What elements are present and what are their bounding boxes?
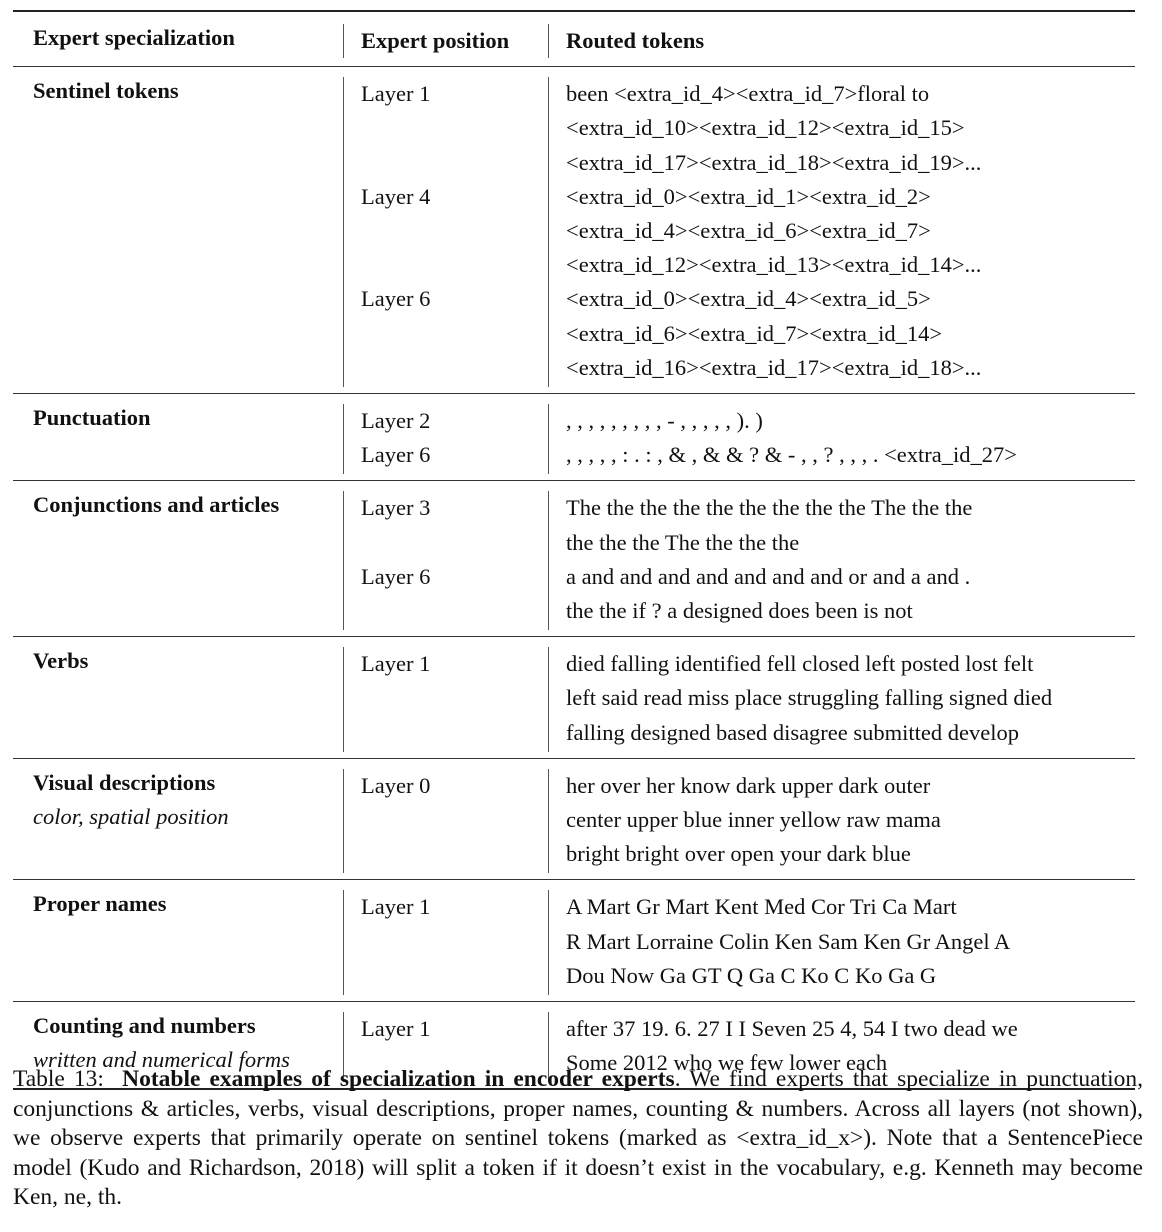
expert-position-cell <box>343 77 548 387</box>
expert-position-cell <box>343 890 548 995</box>
routed-token-line: died falling identified fell closed left posted lost felt <box>566 651 1034 677</box>
table-group-row <box>13 880 1135 1001</box>
layer-spacer <box>361 146 548 180</box>
routed-token-line: R Mart Lorraine Colin Ken Sam Ken Gr Angel A <box>566 928 1011 954</box>
header-expert-specialization: Expert specialization <box>33 25 235 50</box>
routed-token-line: , , , , , : . : , & , & & ? & - , , ? , , , . <extra_id_27> <box>566 442 1017 468</box>
routed-token-line: <extra_id_4><extra_id_6><extra_id_7> <box>566 218 931 244</box>
expert-position-cell <box>343 647 548 752</box>
expert-layer-label: Layer 1 <box>361 81 431 107</box>
routed-token-line: falling designed based disagree submitted develop <box>566 719 1019 745</box>
routed-token-line: center upper blue inner yellow raw mama <box>566 807 941 833</box>
routed-token-line: <extra_id_10><extra_id_12><extra_id_15> <box>566 115 965 141</box>
caption-label: Table 13: <box>13 1066 104 1092</box>
routed-token-line: <extra_id_6><extra_id_7><extra_id_14> <box>566 320 943 346</box>
table-group-row <box>13 637 1135 758</box>
specialization-cell <box>13 766 343 874</box>
layer-spacer <box>361 959 548 993</box>
specialization-subtitle: color, spatial position <box>33 804 229 830</box>
layer-spacer <box>361 803 548 837</box>
expert-layer-label: Layer 1 <box>361 894 431 920</box>
specialization-name: Conjunctions and articles <box>33 492 280 518</box>
table-group-row <box>13 759 1135 880</box>
expert-layer-label: Layer 1 <box>361 1016 431 1042</box>
routed-token-line: Dou Now Ga GT Q Ga C Ko C Ko Ga G <box>566 962 937 988</box>
routed-token-line: <extra_id_0><extra_id_4><extra_id_5> <box>566 286 931 312</box>
caption-title: Notable examples of specialization in encoder experts <box>122 1066 675 1092</box>
table-caption <box>13 1065 1143 1213</box>
expert-position-cell <box>343 491 548 630</box>
routed-token-line: <extra_id_12><extra_id_13><extra_id_14>... <box>566 252 982 278</box>
header-routed-tokens: Routed tokens <box>548 24 1135 58</box>
routed-tokens-cell <box>548 769 1135 874</box>
routed-tokens-cell <box>548 647 1135 752</box>
table-group-row <box>13 67 1135 393</box>
specialization-name: Sentinel tokens <box>33 78 179 104</box>
table-group-row <box>13 481 1135 636</box>
routed-token-line: the the if ? a designed does been is not <box>566 598 913 624</box>
layer-spacer <box>361 716 548 750</box>
specialization-name: Visual descriptions <box>33 769 216 795</box>
layer-spacer <box>361 317 548 351</box>
layer-spacer <box>361 248 548 282</box>
specialization-table <box>13 10 1135 1090</box>
specialization-subtitle: written and numerical forms <box>33 1047 290 1073</box>
routed-tokens-cell <box>548 890 1135 995</box>
routed-token-line: A Mart Gr Mart Kent Med Cor Tri Ca Mart <box>566 894 957 920</box>
layer-spacer <box>361 594 548 628</box>
routed-token-line: her over her know dark upper dark outer <box>566 772 931 798</box>
layer-spacer <box>361 925 548 959</box>
routed-token-line: The the the the the the the the the The the the <box>566 495 973 521</box>
specialization-cell <box>13 488 343 630</box>
table-group-row <box>13 394 1135 480</box>
specialization-cell <box>13 887 343 995</box>
header-expert-position: Expert position <box>343 24 548 58</box>
routed-tokens-cell <box>548 404 1135 474</box>
routed-token-line: <extra_id_16><extra_id_17><extra_id_18>... <box>566 354 982 380</box>
expert-layer-label: Layer 6 <box>361 442 431 468</box>
layer-spacer <box>361 214 548 248</box>
routed-token-line: <extra_id_17><extra_id_18><extra_id_19>... <box>566 149 982 175</box>
expert-layer-label: Layer 2 <box>361 408 431 434</box>
layer-spacer <box>361 681 548 715</box>
expert-position-cell <box>343 769 548 874</box>
expert-position-cell <box>343 404 548 474</box>
specialization-cell <box>13 74 343 387</box>
layer-spacer <box>361 837 548 871</box>
layer-spacer <box>361 526 548 560</box>
expert-layer-label: Layer 4 <box>361 183 431 209</box>
routed-token-line: a and and and and and and and or and a and . <box>566 563 971 589</box>
expert-layer-label: Layer 3 <box>361 495 431 521</box>
expert-layer-label: Layer 6 <box>361 563 431 589</box>
routed-token-line: after 37 19. 6. 27 I I Seven 25 4, 54 I two dead we <box>566 1016 1018 1042</box>
specialization-name: Punctuation <box>33 405 151 431</box>
layer-spacer <box>361 351 548 385</box>
routed-token-line: , , , , , , , , , - , , , , , ). ) <box>566 408 763 434</box>
expert-layer-label: Layer 0 <box>361 772 431 798</box>
layer-spacer <box>361 111 548 145</box>
routed-token-line: bright bright over open your dark blue <box>566 841 911 867</box>
routed-token-line: Some 2012 who we few lower each <box>566 1050 888 1076</box>
specialization-cell <box>13 401 343 474</box>
routed-tokens-cell <box>548 491 1135 630</box>
routed-token-line: the the the The the the the <box>566 529 800 555</box>
specialization-name: Proper names <box>33 891 167 917</box>
table-header-row <box>13 12 1135 66</box>
table-body <box>13 66 1135 1088</box>
routed-tokens-cell <box>548 77 1135 387</box>
expert-layer-label: Layer 6 <box>361 286 431 312</box>
specialization-cell <box>13 644 343 752</box>
specialization-name: Counting and numbers <box>33 1013 256 1039</box>
routed-token-line: <extra_id_0><extra_id_1><extra_id_2> <box>566 183 931 209</box>
specialization-name: Verbs <box>33 648 89 674</box>
expert-layer-label: Layer 1 <box>361 651 431 677</box>
caption-body: . We find experts that specialize in punctuation, conjunctions & articles, verbs, visual descriptions, proper names, counting & numbers. Across all layers (not shown), we observe experts that primarily operate on sentinel tokens (marked as <extra_id_x>). Note that a SentencePiece model (Kudo and Richardson, 2018) will split a token if it doesn’t exist in the vocabulary, e.g. Kenneth may become Ken, ne, th. <box>13 1066 1144 1211</box>
routed-token-line: left said read miss place struggling falling signed died <box>566 685 1053 711</box>
routed-token-line: been <extra_id_4><extra_id_7>floral to <box>566 81 930 107</box>
